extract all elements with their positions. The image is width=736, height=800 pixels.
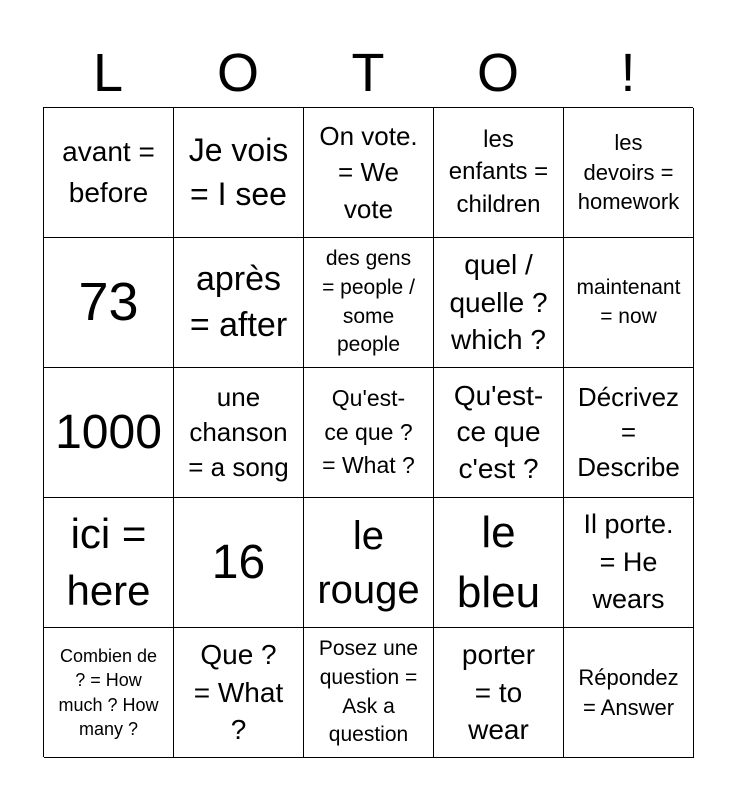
- cell-text: Répondez = Answer: [578, 664, 679, 720]
- cell-text: 73: [78, 272, 139, 333]
- bingo-cell[interactable]: [304, 238, 434, 368]
- cell-text: Combien de ? = How much ? How many ?: [58, 645, 159, 739]
- bingo-cell[interactable]: [44, 108, 174, 238]
- cell-text: les enfants = children: [448, 125, 549, 218]
- cell-text: quel / quelle ? which ?: [449, 248, 548, 356]
- bingo-cell[interactable]: [434, 368, 564, 498]
- cell-text: avant = before: [62, 135, 155, 208]
- cell-text: 16: [211, 535, 266, 589]
- bingo-cell[interactable]: [174, 628, 304, 758]
- cell-text: Qu'est- ce que c'est ?: [453, 379, 544, 484]
- bingo-cell[interactable]: [304, 628, 434, 758]
- bingo-cell[interactable]: [564, 108, 694, 238]
- bingo-cell[interactable]: [304, 368, 434, 498]
- cell-text: après = after: [189, 259, 288, 344]
- cell-text: maintenant = now: [576, 276, 681, 328]
- bingo-cell[interactable]: [434, 498, 564, 628]
- bingo-cell[interactable]: [174, 238, 304, 368]
- title-letter: O: [476, 43, 519, 103]
- cell-text: Décrivez = Describe: [577, 381, 680, 483]
- bingo-cell[interactable]: [434, 628, 564, 758]
- bingo-cell[interactable]: [44, 498, 174, 628]
- bingo-cell[interactable]: [564, 498, 694, 628]
- bingo-cell[interactable]: [44, 368, 174, 498]
- bingo-cell[interactable]: [174, 498, 304, 628]
- cell-text: porter = to wear: [461, 638, 536, 746]
- cell-text: Qu'est- ce que ? = What ?: [322, 385, 415, 479]
- cell-text: Posez une question = Ask a question: [318, 636, 419, 747]
- cell-text: le bleu: [456, 508, 541, 617]
- title-letter: O: [216, 43, 259, 103]
- cell-text: le rouge: [317, 513, 420, 612]
- bingo-cell[interactable]: [174, 368, 304, 498]
- bingo-cell[interactable]: [44, 238, 174, 368]
- bingo-cell[interactable]: [304, 108, 434, 238]
- cell-text: une chanson = a song: [188, 381, 289, 483]
- bingo-cell[interactable]: [304, 498, 434, 628]
- cell-text: des gens = people / some people: [322, 246, 415, 357]
- bingo-grid: [43, 107, 693, 757]
- cell-text: On vote. = We vote: [319, 120, 418, 224]
- title-letter: !: [620, 43, 636, 103]
- cell-text: Il porte. = He wears: [583, 508, 674, 615]
- cell-text: ici = here: [66, 509, 151, 614]
- bingo-cell[interactable]: [174, 108, 304, 238]
- bingo-cell[interactable]: [564, 368, 694, 498]
- bingo-cell[interactable]: [44, 628, 174, 758]
- cell-text: 1000: [55, 405, 162, 459]
- bingo-cell[interactable]: [434, 108, 564, 238]
- bingo-cell[interactable]: [564, 238, 694, 368]
- cell-text: Je vois = I see: [188, 132, 289, 212]
- title-letter: L: [92, 43, 124, 103]
- title-letter: T: [351, 43, 385, 103]
- loto-title: [43, 40, 693, 106]
- cell-text: Que ? = What ?: [193, 638, 284, 746]
- cell-text: les devoirs = homework: [577, 129, 680, 215]
- bingo-cell[interactable]: [564, 628, 694, 758]
- bingo-cell[interactable]: [434, 238, 564, 368]
